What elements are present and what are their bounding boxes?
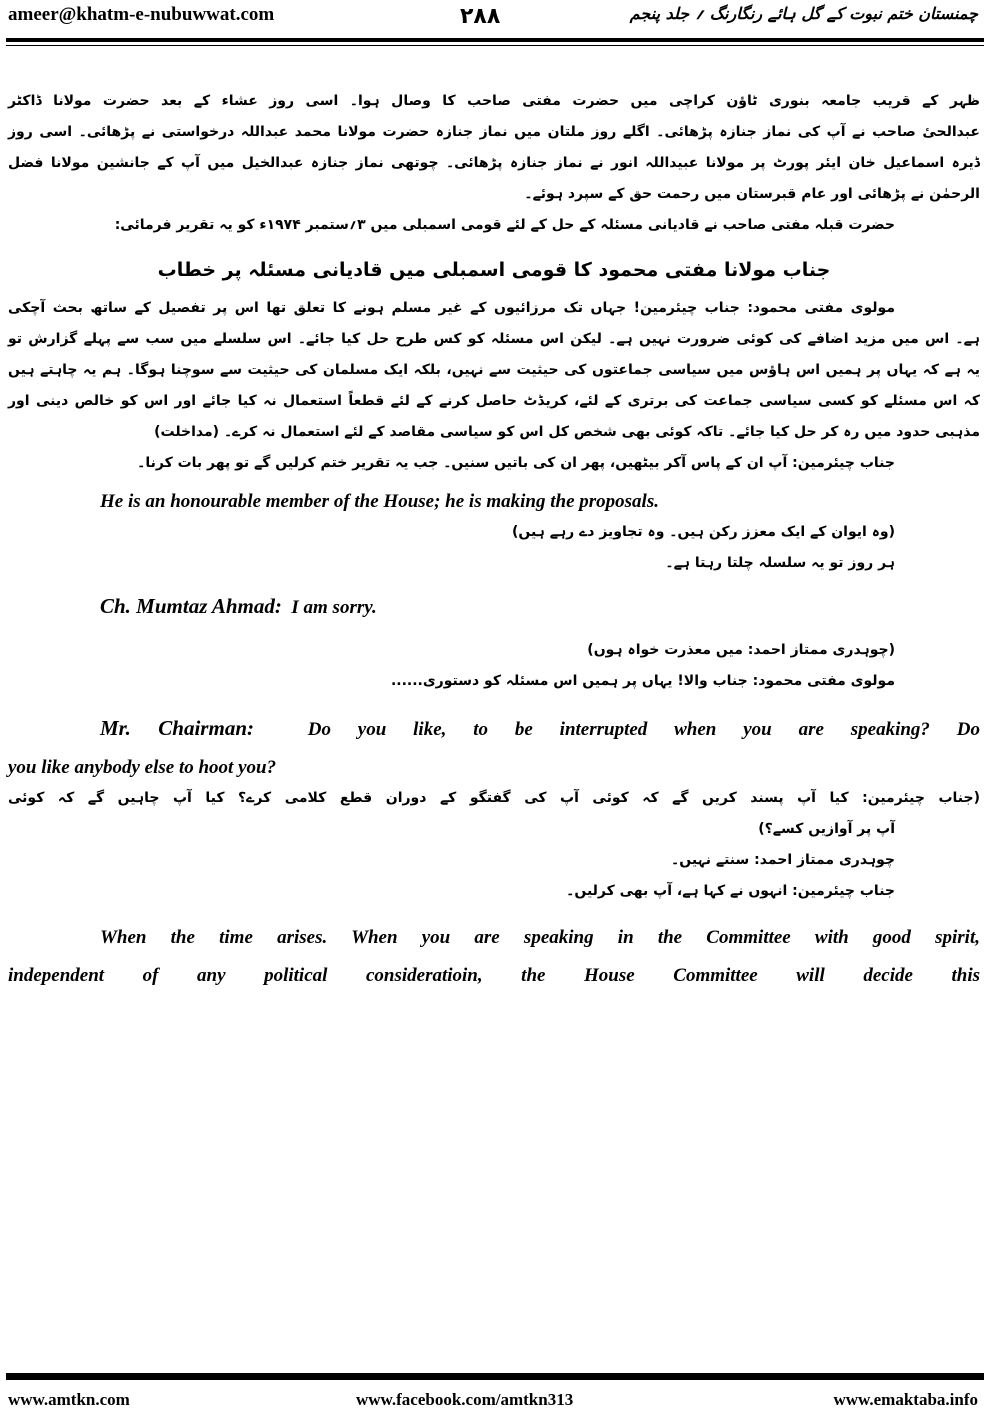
speaker-name: Mr. Chairman:: [100, 716, 254, 740]
paragraph-line: مذہبی حدود میں رہ کر حل کیا جائے۔ تاکہ کوئی بھی شخص کل اس کو سیاسی مقاصد کے لئے استعمال نہ کرے۔ (مداخلت): [154, 424, 980, 440]
translation-line: (جناب چیئرمین: کیا آپ پسند کریں گے کہ کوئی آپ کی گفتگو کے دوران قطع کلامی کرے؟ کیا آپ چاہیں گے کہ کوئی: [8, 790, 980, 806]
paragraph-line: جناب چیئرمین: انہوں نے کہا ہے، آپ بھی کرلیں۔: [566, 883, 895, 899]
page-body: [8, 86, 980, 991]
paragraph-line: چوہدری ممتاز احمد: سنتے نہیں۔: [671, 852, 895, 868]
paragraph-line: یہ ہے کہ یہاں پر ہمیں اس ہاؤس میں سیاسی جماعتوں کی حیثیت سے نہیں، بلکہ ایک مسلمان کی حیثیت سے سوچنا ہوگا۔ ہم یہ چاہتے ہیں: [8, 362, 980, 378]
translation-line: (وہ ایوان کے ایک معزز رکن ہیں۔ وہ تجاویز دے رہے ہیں): [511, 524, 895, 540]
paragraph-line: مولوی مفتی محمود: جناب والا! یہاں پر ہمیں اس مسئلہ کو دستوری......: [390, 673, 895, 689]
english-line: [8, 591, 980, 623]
page-number: ۲۸۸: [460, 4, 501, 29]
english-line: you like anybody else to hoot you?: [8, 757, 277, 778]
english-line: When the time arises. When you are speaking in the Committee with good spirit,: [100, 927, 980, 948]
paragraph-line: عبدالحیٔ صاحب نے آپ کی نماز جنازہ پڑھائی۔ اگلے روز ملتان میں نماز جنازہ حضرت مولانا محمد عبداللہ درخواستی نے پڑھائی۔ اسی روز: [8, 124, 980, 140]
english-line: [8, 713, 980, 745]
chairman-line: جناب چیئرمین: آپ ان کے پاس آکر بیٹھیں، پھر ان کی باتیں سنیں۔ جب یہ تقریر ختم کرلیں گے تو پھر بات کرنا۔: [137, 455, 895, 471]
english-line: He is an honourable member of the House; he is making the proposals.: [100, 491, 659, 512]
speaker-name: Ch. Mumtaz Ahmad:: [100, 594, 282, 618]
footer-link-emaktaba[interactable]: www.emaktaba.info: [833, 1390, 978, 1409]
translation-line: آپ پر آوازیں کسے؟): [758, 821, 895, 837]
header-rule-thin: [6, 45, 984, 46]
intro-line: حضرت قبلہ مفتی صاحب نے قادیانی مسئلہ کے حل کے لئے قومی اسمبلی میں ۳؍ستمبر ۱۹۷۴ء کو یہ تقریر فرمائی:: [114, 217, 895, 233]
paragraph-line: ہے۔ اس میں مزید اضافے کی کوئی ضرورت نہیں ہے۔ لیکن اس مسئلہ کو کس طرح حل کیا جائے۔ اس سلسلے میں سب سے پہلے گزارش تو: [8, 331, 980, 347]
footer-rule: [6, 1373, 984, 1380]
english-line: independent of any political consideratioin, the House Committee will decide this: [8, 965, 980, 986]
section-heading: جناب مولانا مفتی محمود کا قومی اسمبلی میں قادیانی مسئلہ پر خطاب: [157, 259, 831, 281]
translation-line: (چوہدری ممتاز احمد: میں معذرت خواہ ہوں): [587, 642, 895, 658]
paragraph-line: ظہر کے قریب جامعہ بنوری ٹاؤن کراچی میں حضرت مفتی صاحب کا وصال ہوا۔ اسی روز عشاء کے بعد حضرت مولانا ڈاکٹر: [8, 93, 980, 109]
paragraph-line: ہر روز تو یہ سلسلہ چلتا رہتا ہے۔: [665, 555, 895, 571]
header-email: ameer@khatm-e-nubuwwat.com: [8, 4, 275, 25]
paragraph-line: ڈیرہ اسماعیل خان ایئر پورٹ پر مولانا عبیداللہ انور نے نماز جنازہ پڑھائی۔ چوتھی نماز جنازہ عبدالخیل میں آپ کے جانشین مولانا فضل: [8, 155, 980, 171]
paragraph-line: مولوی مفتی محمود: جناب چیئرمین! جہاں تک مرزائیوں کے غیر مسلم ہونے کا تعلق تھا اس پر تفصیل کے ساتھ بحث آچکی: [8, 300, 895, 316]
book-title: چمنستان ختم نبوت کے گل ہائے رنگارنگ ؍ جلد پنجم: [629, 4, 978, 23]
paragraph-line: الرحمٰن نے پڑھائی اور عام قبرستان میں رحمت حق کے سپرد ہوئے۔: [524, 186, 980, 202]
footer-link-website[interactable]: www.amtkn.com: [8, 1390, 130, 1409]
footer-link-facebook[interactable]: www.facebook.com/amtkn313: [356, 1390, 574, 1409]
paragraph-line: کہ اس مسئلے کو کسی سیاسی جماعت کی برتری کے لئے، کریڈٹ حاصل کرنے کے لئے قطعاً استعمال نہ کیا جائے اور اس کو خالص دینی اور: [8, 393, 980, 409]
speech-text: I am sorry.: [291, 597, 377, 618]
speech-text: Do you like, to be interrupted when you are speaking? Do: [307, 719, 981, 740]
header-rule: [6, 38, 984, 42]
